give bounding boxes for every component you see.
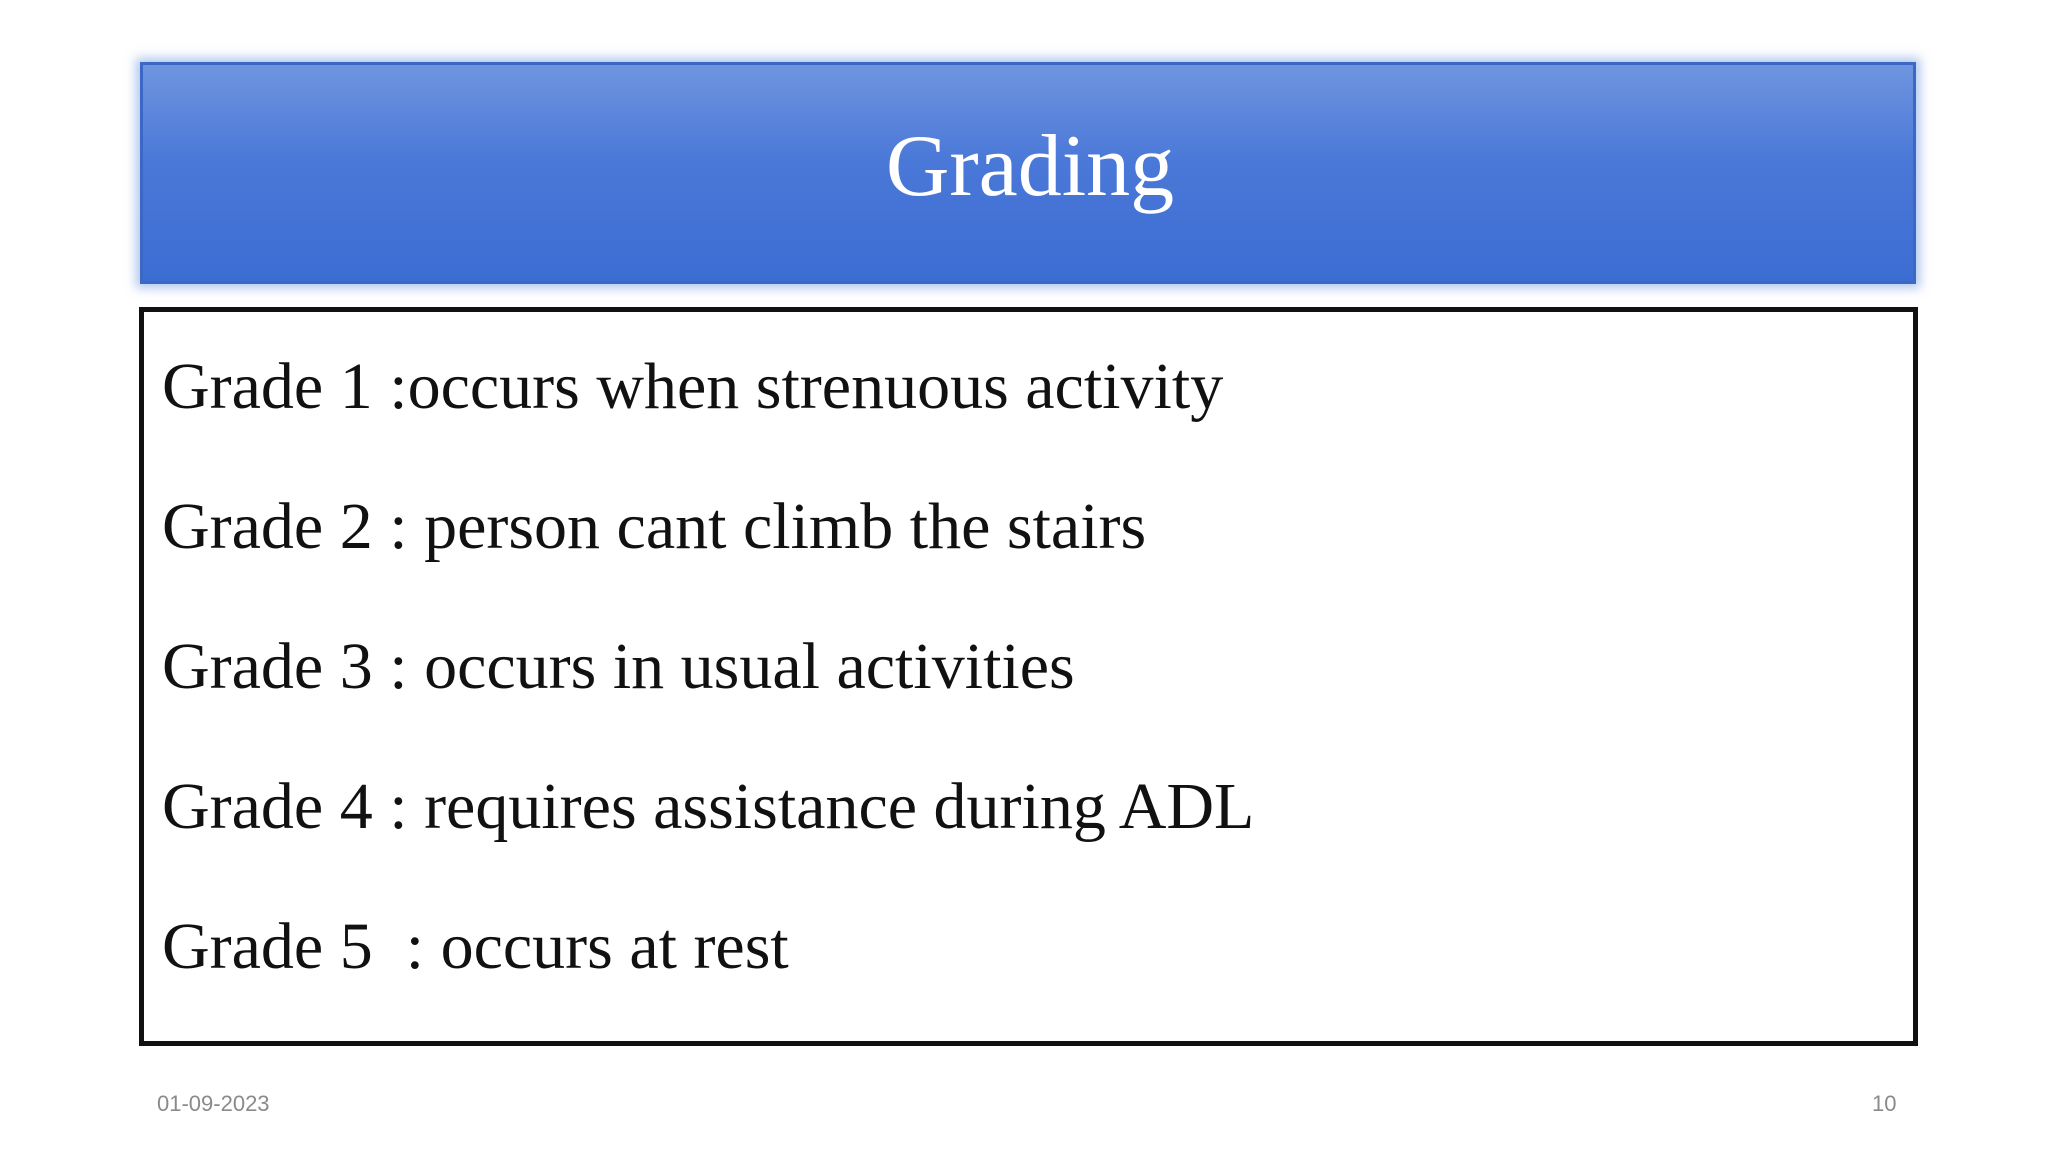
title-banner <box>140 62 1916 284</box>
content-box <box>139 307 1918 1046</box>
footer-date: 01-09-2023 <box>157 1091 270 1116</box>
footer-page-number: 10 <box>1872 1091 1897 1116</box>
grade-item-5: Grade 5 : occurs at rest <box>162 910 789 983</box>
grade-item-1: Grade 1 :occurs when strenuous activity <box>162 350 1224 423</box>
grade-item-2: Grade 2 : person cant climb the stairs <box>162 490 1147 563</box>
slide-title: Grading <box>885 118 1175 215</box>
grade-item-3: Grade 3 : occurs in usual activities <box>162 630 1075 703</box>
grade-item-4: Grade 4 : requires assistance during ADL <box>162 770 1255 843</box>
